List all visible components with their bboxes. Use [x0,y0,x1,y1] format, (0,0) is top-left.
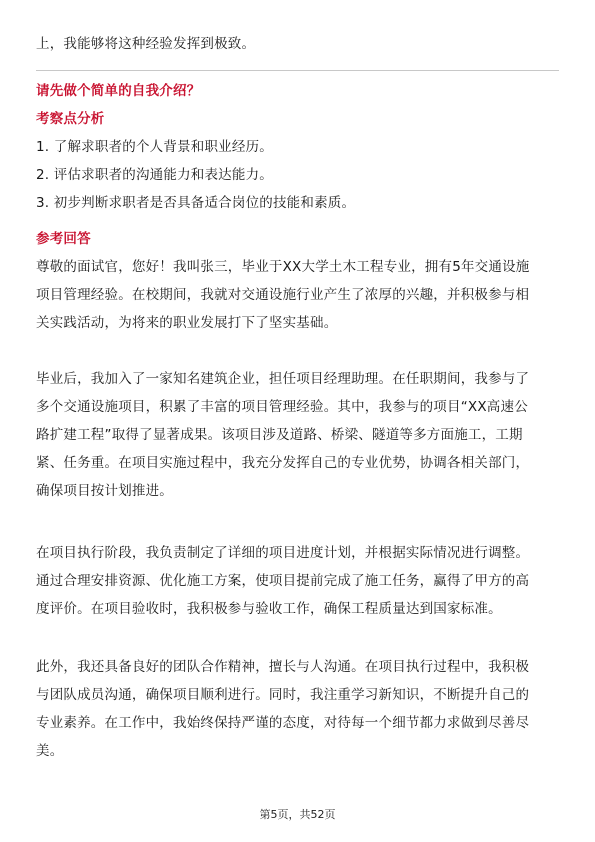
question-heading: 请先做个简单的自我介绍？ [36,83,201,99]
answer-line: 毕业后，我加入了一家知名建筑企业，担任项目经理助理。在任职期间，我参与了 [36,371,530,387]
answer-line: 通过合理安排资源、优化施工方案，使项目提前完成了施工任务，赢得了甲方的高 [36,573,530,589]
analysis-item: 1. 了解求职者的个人背景和职业经历。 [36,139,273,155]
answer-line: 多个交通设施项目，积累了丰富的项目管理经验。其中，我参与的项目“XX高速公 [36,399,528,415]
previous-answer-tail: 上，我能够将这种经验发挥到极致。 [36,36,256,52]
page-number-footer: 第5页，共52页 [259,808,336,821]
answer-line: 关实践活动，为将来的职业发展打下了坚实基础。 [36,315,338,331]
answer-line: 度评价。在项目验收时，我积极参与验收工作，确保工程质量达到国家标准。 [36,601,502,617]
answer-line: 尊敬的面试官，您好！我叫张三，毕业于XX大学土木工程专业，拥有5年交通设施 [36,259,530,275]
answer-line: 紧、任务重。在项目实施过程中，我充分发挥自己的专业优势，协调各相关部门， [36,455,530,471]
answer-line: 此外，我还具备良好的团队合作精神，擅长与人沟通。在项目执行过程中，我积极 [36,659,530,675]
answer-line: 路扩建工程”取得了显著成果。该项目涉及道路、桥梁、隧道等多方面施工，工期 [36,427,523,443]
section-divider [36,70,559,71]
answer-line: 项目管理经验。在校期间，我就对交通设施行业产生了浓厚的兴趣，并积极参与相 [36,287,530,303]
answer-line: 确保项目按计划推进。 [36,483,173,499]
answer-line: 在项目执行阶段，我负责制定了详细的项目进度计划，并根据实际情况进行调整。 [36,545,530,561]
answer-heading: 参考回答 [36,231,91,247]
analysis-item: 3. 初步判断求职者是否具备适合岗位的技能和素质。 [36,195,356,211]
answer-line: 与团队成员沟通，确保项目顺利进行。同时，我注重学习新知识，不断提升自己的 [36,687,530,703]
answer-line: 专业素养。在工作中，我始终保持严谨的态度，对待每一个细节都力求做到尽善尽 [36,715,530,731]
analysis-item: 2. 评估求职者的沟通能力和表达能力。 [36,167,273,183]
answer-line: 美。 [36,743,64,759]
analysis-heading: 考察点分析 [36,111,105,127]
